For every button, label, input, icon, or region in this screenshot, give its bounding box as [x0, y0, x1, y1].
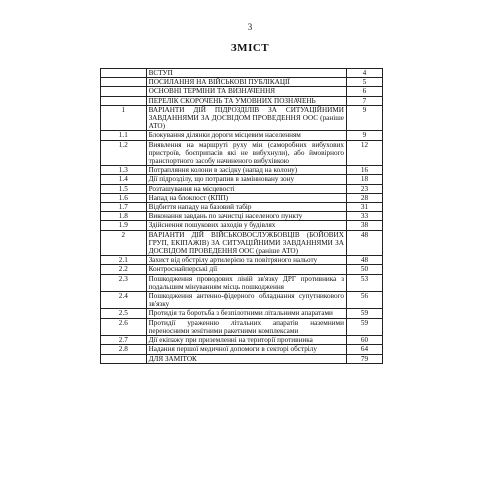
toc-section-number: 2.5: [101, 309, 147, 318]
toc-page-number: 23: [346, 184, 382, 193]
toc-page-number: 9: [346, 105, 382, 131]
toc-page-number: 6: [346, 87, 382, 96]
toc-row: [101, 274, 383, 291]
toc-row: [101, 354, 383, 363]
toc-page-number: 16: [346, 166, 382, 175]
toc-row: [101, 105, 383, 131]
toc-entry-title: ПЕРЕЛІК СКОРОЧЕНЬ ТА УМОВНИХ ПОЗНАЧЕНЬ: [146, 96, 346, 105]
toc-entry-title: Напад на блокпост (КПП): [146, 193, 346, 202]
toc-row: [101, 256, 383, 265]
toc-entry-title: Виконання завдань по зачистці населеного пункту: [146, 212, 346, 221]
toc-section-number: 1: [101, 105, 147, 131]
toc-section-number: [101, 69, 147, 78]
toc-page-number: 48: [346, 230, 382, 256]
toc-row: [101, 309, 383, 318]
toc-page-number: 5: [346, 78, 382, 87]
toc-row: [101, 318, 383, 335]
toc-section-number: 2.3: [101, 274, 147, 291]
toc-page-number: 38: [346, 221, 382, 230]
toc-row: [101, 203, 383, 212]
toc-section-number: 2.6: [101, 318, 147, 335]
toc-section-number: [101, 78, 147, 87]
toc-page-number: 31: [346, 203, 382, 212]
toc-section-number: 2.1: [101, 256, 147, 265]
toc-section-number: 2.8: [101, 345, 147, 354]
toc-section-number: 1.6: [101, 193, 147, 202]
toc-row: [101, 292, 383, 309]
toc-entry-title: Пошкодження антенно-фідерного обладнання супутникового зв'язку: [146, 292, 346, 309]
toc-section-number: 2: [101, 230, 147, 256]
toc-row: [101, 345, 383, 354]
toc-row: [101, 175, 383, 184]
toc-entry-title: Протидія та боротьба з безпілотними літальними апаратами: [146, 309, 346, 318]
toc-section-number: 1.7: [101, 203, 147, 212]
toc-entry-title: ВАРІАНТИ ДІЙ ВІЙСЬКОВОСЛУЖБОВЦІВ (БОЙОВИХ ГРУП, ЕКІПАЖІВ) ЗА СИТУАЦІЙНИМИ ЗАВДАННЯМИ ЗА ДОСВІДОМ ПРОВЕДЕННЯ ООС (раніше АТО): [146, 230, 346, 256]
toc-entry-title: Потрапляння колони в засідку (напад на колону): [146, 166, 346, 175]
toc-page-number: 48: [346, 256, 382, 265]
toc-row: [101, 96, 383, 105]
toc-entry-title: ДЛЯ ЗАМІТОК: [146, 354, 346, 363]
toc-page-number: 53: [346, 274, 382, 291]
toc-entry-title: ПОСИЛАННЯ НА ВІЙСЬКОВІ ПУБЛІКАЦІЇ: [146, 78, 346, 87]
toc-page-number: 50: [346, 265, 382, 274]
toc-entry-title: ВАРІАНТИ ДІЙ ПІДРОЗДІЛІВ ЗА СИТУАЦІЙНИМИ ЗАВДАННЯМИ ЗА ДОСВІДОМ ПРОВЕДЕННЯ ООС (раніше АТО): [146, 105, 346, 131]
toc-row: [101, 87, 383, 96]
toc-row: [101, 212, 383, 221]
toc-entry-title: Надання першої медичної допомоги в секторі обстрілу: [146, 345, 346, 354]
toc-section-number: 2.4: [101, 292, 147, 309]
toc-entry-title: Контроснайперські дії: [146, 265, 346, 274]
toc-entry-title: Розташування на місцевості: [146, 184, 346, 193]
toc-row: [101, 193, 383, 202]
toc-entry-title: Протидії ураженню літальних апаратів наземними переносними зенітними ракетними комплексами: [146, 318, 346, 335]
toc-page-number: 59: [346, 318, 382, 335]
toc-section-number: 2.2: [101, 265, 147, 274]
toc-row: [101, 221, 383, 230]
toc-section-number: 1.3: [101, 166, 147, 175]
toc-section-number: 1.4: [101, 175, 147, 184]
page-number: 3: [247, 22, 253, 32]
toc-entry-title: ОСНОВНІ ТЕРМІНИ ТА ВИЗНАЧЕННЯ: [146, 87, 346, 96]
toc-row: [101, 230, 383, 256]
page-title: ЗМІСТ: [230, 42, 270, 54]
toc-entry-title: Захист від обстрілу артилерією та повітряного нальоту: [146, 256, 346, 265]
toc-entry-title: Дії підрозділу, що потрапив в замінновану зону: [146, 175, 346, 184]
toc-page-number: 33: [346, 212, 382, 221]
toc-section-number: [101, 354, 147, 363]
toc-row: [101, 184, 383, 193]
toc-entry-title: Пошкодження проводових ліній зв'язку ДРГ противника з подальшим мінуванням місць пошкодження: [146, 274, 346, 291]
toc-entry-title: Дії екіпажу при приземленні на території противника: [146, 336, 346, 345]
toc-page-number: 60: [346, 336, 382, 345]
toc-section-number: 1.9: [101, 221, 147, 230]
toc-page-number: 12: [346, 140, 382, 166]
toc-entry-title: Відбиття нападу на базовий табір: [146, 203, 346, 212]
toc-section-number: 1.8: [101, 212, 147, 221]
toc-row: [101, 166, 383, 175]
toc-section-number: 1.1: [101, 131, 147, 140]
toc-row: [101, 69, 383, 78]
toc-page-number: 79: [346, 354, 382, 363]
toc-page-number: 59: [346, 309, 382, 318]
toc-page-number: 64: [346, 345, 382, 354]
table-of-contents: [100, 68, 383, 364]
toc-row: [101, 140, 383, 166]
toc-row: [101, 131, 383, 140]
toc-section-number: 2.7: [101, 336, 147, 345]
toc-entry-title: ВСТУП: [146, 69, 346, 78]
toc-entry-title: Виявлення на маршруті руху мін (саморобних вибухових пристроїв, боєприпасів які не вибухнули), або ймовірного транспортного засобу начиненого вибухівкою: [146, 140, 346, 166]
toc-entry-title: Здійснення пошукових заходів у будівлях: [146, 221, 346, 230]
toc-page-number: 4: [346, 69, 382, 78]
toc-row: [101, 265, 383, 274]
toc-entry-title: Блокування ділянки дороги місцевим населенням: [146, 131, 346, 140]
toc-row: [101, 78, 383, 87]
toc-section-number: 1.2: [101, 140, 147, 166]
toc-page-number: 7: [346, 96, 382, 105]
toc-section-number: [101, 87, 147, 96]
toc-page-number: 28: [346, 193, 382, 202]
toc-page-number: 18: [346, 175, 382, 184]
toc-row: [101, 336, 383, 345]
toc-page-number: 9: [346, 131, 382, 140]
toc-section-number: [101, 96, 147, 105]
toc-page-number: 56: [346, 292, 382, 309]
toc-section-number: 1.5: [101, 184, 147, 193]
